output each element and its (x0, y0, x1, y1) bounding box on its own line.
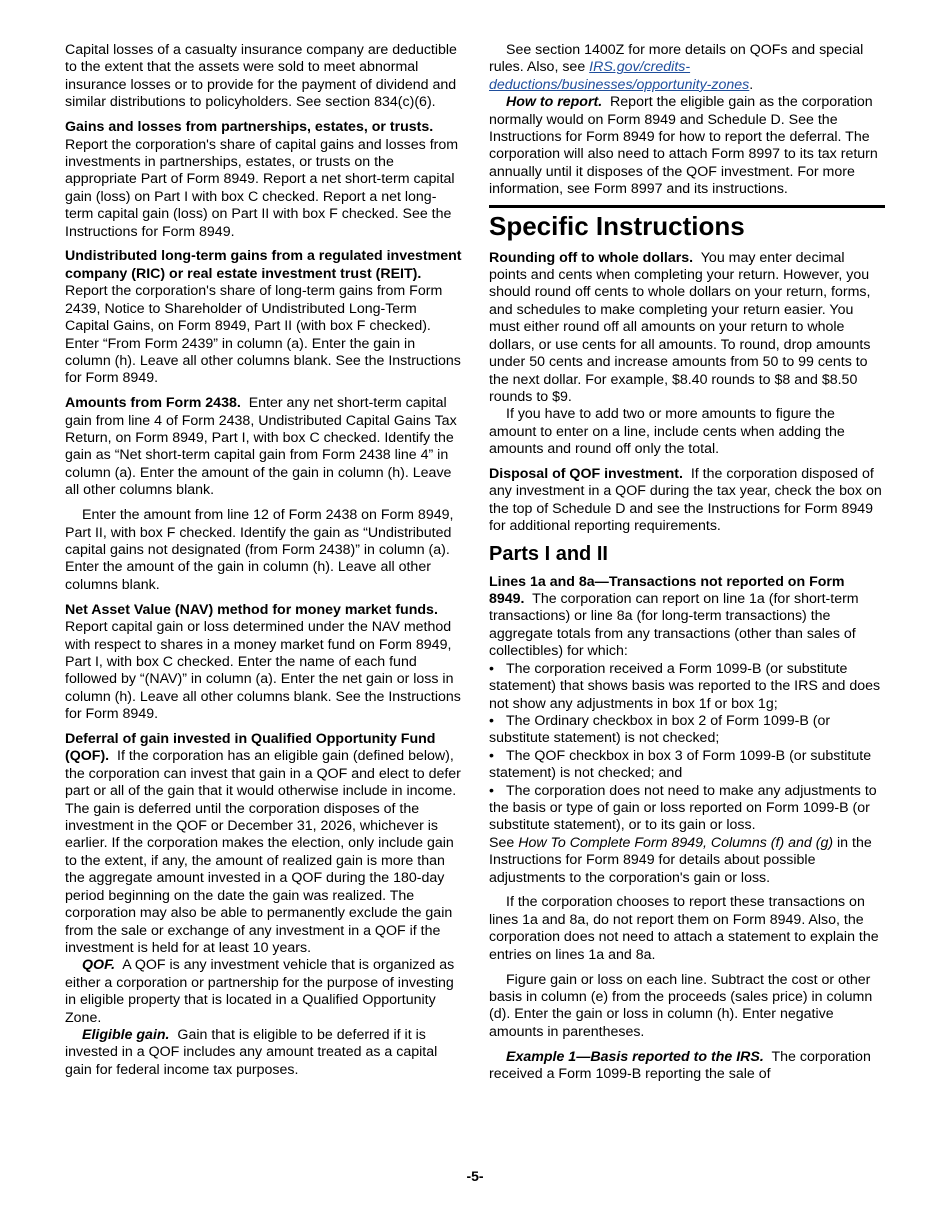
disposal-qof-paragraph (489, 466, 885, 536)
nav-method-paragraph (65, 602, 463, 724)
nav-method-heading: Net Asset Value (NAV) method for money market funds. (65, 601, 438, 618)
bullet-icon: • (489, 660, 494, 677)
disposal-qof-text: If the corporation disposed of any investment in a QOF during the tax year, check the box on the top of Schedule D and see the Instructions for Form 8949 for additional reporting requirements. (489, 466, 882, 535)
eligible-gain-heading: Eligible gain. (82, 1026, 170, 1043)
form-2438-paragraph (65, 395, 463, 499)
lines-1a-8a-heading: Lines 1a and 8a—Transactions not reported on Form 8949. (489, 573, 845, 608)
example-1-paragraph (489, 1049, 885, 1084)
qof-deferral-heading: Deferral of gain invested in Qualified Opportunity Fund (QOF). (65, 731, 436, 765)
bullet-icon: • (489, 712, 494, 729)
report-aggregate-paragraph: If the corporation chooses to report these transactions on lines 1a and 8a, do not report them on Form 8949. Also, the corporation does not need to attach a statement to explain the entries on lines 1a and 8a. (489, 894, 879, 963)
opportunity-zones-link[interactable]: IRS.gov/credits-deductions/businesses/opportunity-zones (489, 59, 750, 93)
qof-deferral-paragraph (65, 731, 463, 957)
see-how-to-complete-paragraph (489, 835, 885, 887)
page-number: -5- (466, 1168, 484, 1184)
qof-definition-paragraph (65, 957, 463, 1027)
eligible-gain-text: Gain that is eligible to be deferred if it is invested in a QOF includes any amount treated as a capital gain for federal income tax purposes. (65, 1026, 438, 1078)
partnerships-text: Report the corporation's share of capital gains and losses from investments in partnerships, estates, or trusts on the appropriate Part of Form 8949. Report a net short-term capital gain (loss) on Part I with box C checked. Report a net long-term capital gain (loss) on Part II with box F checked. See the Instructions for Form 8949. (65, 136, 459, 240)
qof-definition-text: A QOF is any investment vehicle that is organized as either a corporation or partnership for the purpose of investing in eligible property that is located in a Qualified Opportunity Zone. (65, 957, 455, 1026)
eligible-gain-paragraph (65, 1027, 463, 1079)
nav-method-text: Report capital gain or loss determined under the NAV method with respect to shares in a money market fund on Form 8949, Part I, with box C checked. Enter the name of each fund followed by “(NAV)” in column (a). Enter the net gain or loss in column (h). Leave all other columns blank. See the Instructions for Form 8949. (65, 619, 461, 723)
rounding-text: You may enter decimal points and cents when completing your return. However, you should round off cents to whole dollars on your return, forms, and schedules to make completing your return easier. You must either round off all amounts on your return to whole dollars, or use cents for all amounts. To round, drop amounts under 50 cents and increase amounts from 50 to 99 cents to the next dollar. For example, $8.40 rounds to $8 and $8.50 rounds to $9. (489, 249, 871, 405)
bullet-text: The corporation received a Form 1099-B (or substitute statement) that shows basis was reported to the IRS and does not show any adjustments in box 1f or box 1g; (489, 660, 881, 712)
disposal-qof-heading: Disposal of QOF investment. (489, 466, 683, 483)
specific-instructions-heading: Specific Instructions (489, 210, 745, 241)
lines-1a-8a-text: The corporation can report on line 1a (for short-term transactions) or line 8a (for long-term transactions) the aggregate totals from any transactions (other than sales of collectibles) for which: (489, 591, 859, 660)
example-1-text: The corporation received a Form 1099-B reporting the sale of (489, 1048, 871, 1083)
ric-reit-paragraph (65, 248, 463, 387)
qof-deferral-text: If the corporation has an eligible gain (defined below), the corporation can invest that gain in a QOF and elect to defer part or all of the gain that it would otherwise include in income. The gain is deferred until the corporation disposes of the investment in the QOF or December 31, 2026, whichever is earlier. If the corporation makes the election, only include gain to the extent, if any, the amount of realized gain is more than the aggregate amount invested in a QOF during the 180-day period beginning on the date the gain was realized. The corporation may also be able to permanently exclude the gain from the sale or exchange of any investment in a QOF if the investment is held for at least 10 years. (65, 748, 461, 956)
see-how-to-complete-text: in the Instructions for Form 8949 for details about possible adjustments to the corporation's gain or loss. (489, 834, 872, 886)
qof-definition-heading: QOF. (82, 957, 116, 974)
bullet-text: The QOF checkbox in box 3 of Form 1099-B (or substitute statement) is not checked; and (489, 747, 872, 782)
rounding-heading: Rounding off to whole dollars. (489, 249, 694, 266)
bullet-icon: • (489, 747, 494, 764)
cents-adding-paragraph: If you have to add two or more amounts to figure the amount to enter on a line, include cents when adding the amounts and round off only the total. (489, 406, 845, 458)
form-2438-text: Enter any net short-term capital gain from line 4 of Form 2438, Undistributed Capital Gains Tax Return, on Form 8949, Part I, with box C checked. Identify the gain as “Net short-term capital gain from Form 2438 line 4” in column (a). Enter the amount of the gain in column (h). Leave all other columns blank. (65, 395, 457, 499)
lines-1a-8a-paragraph (489, 574, 885, 661)
section-1400z-text: See section 1400Z for more details on QOFs and special rules. Also, see (489, 42, 864, 76)
form-2438-heading: Amounts from Form 2438. (65, 395, 241, 412)
left-column (65, 42, 463, 1079)
see-text: See (489, 834, 515, 851)
bullet-text: The Ordinary checkbox in box 2 of Form 1099-B (or substitute statement) is not checked; (489, 712, 831, 747)
parts-i-ii-heading: Parts I and II (489, 542, 608, 565)
list-item (489, 713, 885, 748)
how-to-report-text: Report the eligible gain as the corporation normally would on Form 8949 and Schedule D. See the Instructions for Form 8949 for how to report the deferral. The corporation will also need to attach Form 8997 to its tax return annually until it disposes of the QOF investment. For more information, see Form 8997 and its instructions. (489, 94, 878, 198)
how-to-report-heading: How to report. (506, 94, 603, 111)
list-item (489, 748, 885, 783)
section-1400z-period: . (749, 76, 754, 93)
ric-reit-text: Report the corporation's share of long-term gains from Form 2439, Notice to Shareholder of Undistributed Long-Term Capital Gains, on Form 8949, Part II (with box F checked). Enter “From Form 2439” in column (a). Enter the gain in column (h). Leave all other columns blank. See the Instructions for Form 8949. (65, 283, 461, 387)
ric-reit-heading: Undistributed long-term gains from a regulated investment company (RIC) or real estate investment trust (REIT). (65, 248, 462, 282)
section-1400z-paragraph (489, 42, 885, 94)
form-2438-line12-paragraph: Enter the amount from line 12 of Form 2438 on Form 8949, Part II, with box F checked. Identify the gain as “Undistributed capital gains not designated (from Form 2438)” in column (a). Enter the amount of the gain in column (h). Leave all other columns blank. (65, 507, 454, 593)
how-to-complete-reference: How To Complete Form 8949, Columns (f) and (g) (518, 834, 834, 851)
bullet-icon: • (489, 782, 494, 799)
partnerships-heading: Gains and losses from partnerships, estates, or trusts. (65, 119, 434, 136)
example-1-heading: Example 1—Basis reported to the IRS. (506, 1048, 764, 1065)
list-item (489, 783, 885, 835)
partnerships-paragraph (65, 119, 463, 241)
how-to-report-paragraph (489, 94, 885, 198)
list-item (489, 661, 885, 713)
rounding-paragraph (489, 250, 885, 407)
right-column (489, 42, 885, 1084)
casualty-insurance-paragraph: Capital losses of a casualty insurance company are deductible to the extent that the assets were sold to meet abnormal insurance losses or to provide for the payment of dividend and similar distributions to policyholders. See section 834(c)(6). (65, 42, 457, 111)
figure-gain-paragraph: Figure gain or loss on each line. Subtract the cost or other basis in column (e) from the proceeds (sales price) in column (d). Enter the gain or loss in column (h). Enter negative amounts in parentheses. (489, 971, 873, 1040)
section-divider (489, 205, 885, 208)
bullet-text: The corporation does not need to make any adjustments to the basis or type of gain or loss reported on Form 1099-B (or substitute statement), or to its gain or loss. (489, 782, 877, 834)
